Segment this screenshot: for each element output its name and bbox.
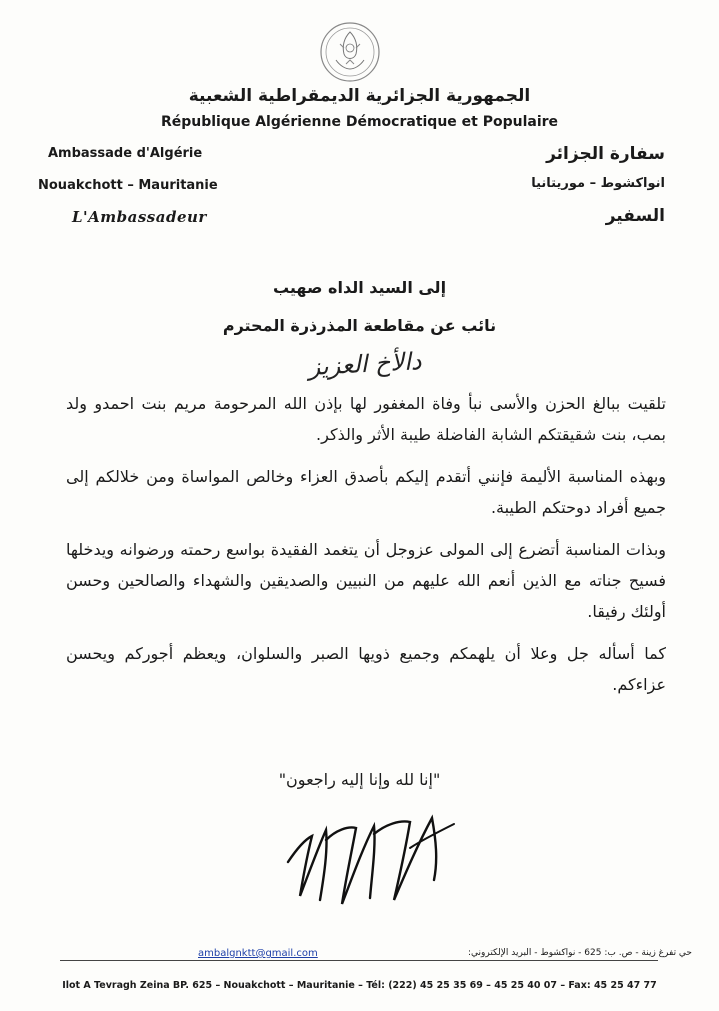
embassy-city-ar: انواكشوط – موريتانيا	[531, 176, 665, 191]
footer-french-address: Ilot A Tevragh Zeina BP. 625 – Nouakchott – Mauritanie – Tél: (222) 45 25 35 69 – 45 25 40 07 – Fax: 45 25 47 77	[62, 980, 657, 991]
ambassador-title-fr: L'Ambassadeur	[72, 208, 207, 226]
body-paragraph-1: تلقيت ببالغ الحزن والأسى نبأ وفاة المغفور لها بإذن الله المرحومة مريم بنت احمدو ولد بمب، بنت شقيقتكم الشابة الفاضلة طيبة الأثر والذكر.	[66, 394, 666, 444]
handwritten-signature	[282, 800, 462, 910]
handwritten-salutation: دالأخ العزيز	[307, 347, 423, 381]
recipient-title: نائب عن مقاطعة المذرذرة المحترم	[222, 316, 497, 335]
embassy-name-ar: سفارة الجزائر	[546, 144, 665, 164]
arabic-republic-heading: الجمهورية الجزائرية الديمقراطية الشعبية	[188, 86, 531, 106]
closing-phrase: "إنا لله وإنا إليه راجعون"	[278, 770, 441, 789]
french-republic-heading: République Algérienne Démocratique et Populaire	[160, 114, 559, 130]
recipient-name: إلى السيد الداه صهيب	[272, 278, 447, 297]
footer-email-link[interactable]: ambalgnktt@gmail.com	[198, 948, 318, 959]
body-paragraph-2: وبهذه المناسبة الأليمة فإنني أتقدم إليكم بأصدق العزاء وخالص المواساة ومن خلالكم إلى جميع أفراد دوحتكم الطيبة.	[66, 467, 666, 517]
body-paragraph-4: كما أسأله جل وعلا أن يلهمكم وجميع ذويها الصبر والسلوان، ويعظم أجوركم ويحسن عزاءكم.	[66, 644, 666, 694]
ambassador-title-ar: السفير	[605, 206, 665, 226]
embassy-city-fr: Nouakchott – Mauritanie	[38, 178, 218, 193]
embassy-name-fr: Ambassade d'Algérie	[48, 146, 203, 161]
body-paragraph-3: وبذات المناسبة أتضرع إلى المولى عزوجل أن يتغمد الفقيدة بواسع رحمته ورضوانه ويدخلها فسيح جناته مع الذين أنعم الله عليهم من النبيين والصديقين والشهداء والصالحين وحسن أولئك رفيقا.	[66, 540, 666, 621]
algerian-emblem-icon	[318, 20, 382, 84]
letter-body	[66, 388, 666, 711]
footer-arabic-address: حي تفرغ زينة - ص. ب: 625 - نواكشوط - البريد الإلكتروني:	[467, 948, 692, 958]
footer-divider	[60, 960, 658, 961]
